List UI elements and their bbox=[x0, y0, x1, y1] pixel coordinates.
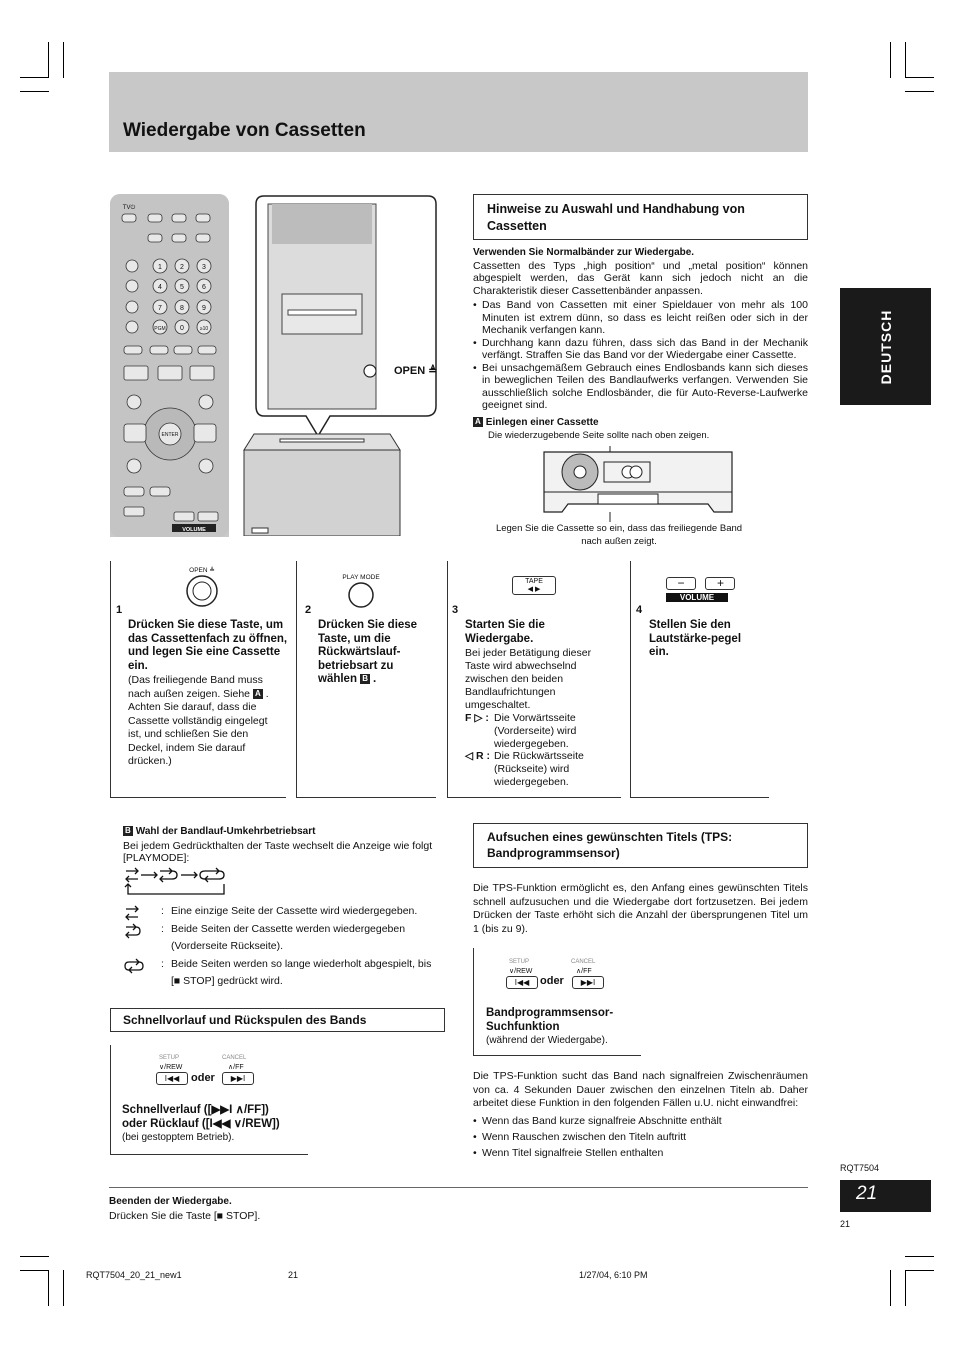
step-divider bbox=[110, 561, 111, 797]
oder-text: oder bbox=[191, 1072, 215, 1084]
reverse-desc: Bei jedem Gedrückthalten der Taste wechselt die Anzeige wie folgt [PLAYMODE]: bbox=[123, 839, 433, 864]
tps-title-box bbox=[473, 823, 808, 868]
cassette-top-caption: Die wiederzugebende Seite sollte nach oben zeigen. bbox=[488, 430, 710, 441]
page-title: Wiedergabe von Cassetten bbox=[123, 120, 366, 141]
reverse-text: Die Rückwärtsseite (Rückseite) wird wiedergegeben. bbox=[494, 750, 584, 788]
rewind-button[interactable]: I◀◀ bbox=[156, 1072, 188, 1085]
device-callout bbox=[248, 194, 444, 428]
svg-text:7: 7 bbox=[158, 305, 162, 312]
volume-buttons-icon bbox=[666, 574, 736, 602]
step-3-reverse bbox=[465, 750, 615, 789]
bottom-rule bbox=[109, 1187, 808, 1188]
crop-mark bbox=[63, 42, 64, 78]
hints-bullet: • Bei unsachgemäßem Gebrauch eines Endlosbands kann sich dieses in beweglichen Teilen des Bandlaufwerks verfangen. Verwenden Sie ausschließlich solche Endlosbänder, die für Auto-Reverse-Laufwerke geeignet sind. bbox=[473, 362, 808, 412]
ffrew-buttons bbox=[156, 1055, 276, 1089]
rew-label: ∨/REW bbox=[159, 1064, 183, 1071]
reverse-section bbox=[123, 826, 443, 865]
crop-mark bbox=[905, 42, 906, 78]
crop-mark bbox=[890, 1270, 891, 1306]
open-button-icon bbox=[182, 566, 222, 613]
language-tab bbox=[840, 288, 931, 405]
marker-b: B bbox=[125, 826, 131, 836]
crop-mark bbox=[890, 42, 891, 78]
page-number-big: 21 bbox=[856, 1183, 878, 1204]
svg-text:0: 0 bbox=[180, 325, 184, 332]
cancel-label: CANCEL bbox=[222, 1055, 247, 1061]
page-header bbox=[109, 72, 808, 152]
language-tab-label: DEUTSCH bbox=[877, 309, 894, 384]
tps-func-note: (während der Wiedergabe). bbox=[486, 1035, 608, 1046]
ff-label: ∧/FF bbox=[228, 1064, 244, 1071]
tps-para2: Die TPS-Funktion sucht das Band nach signalfreien Zwischenräumen von ca. 4 Sekunden Dauer zwischen den einzelnen Titeln ab. Daher arbeitet diese Funktion in den folgenden Fällen u.U. nicht einwandfrei: bbox=[473, 1070, 808, 1109]
reverse-item-text: Beide Seiten der Cassette werden wiedergegeben (Vorderseite Rückseite). bbox=[171, 922, 406, 952]
reverse-item-both-sides: : Beide Seiten der Cassette werden wiedergegeben (Vorderseite Rückseite). bbox=[123, 921, 443, 956]
step-underline bbox=[447, 797, 621, 798]
hints-title: Hinweise zu Auswahl und Handhabung von Cassetten bbox=[487, 202, 745, 233]
tps-bullet: • Wenn Titel signalfreie Stellen enthalten bbox=[473, 1145, 808, 1161]
tps-title: Aufsuchen eines gewünschten Titels (TPS: Bandprogrammsensor) bbox=[487, 830, 733, 860]
crop-mark bbox=[905, 77, 934, 78]
hints-para: Cassetten des Typs „high position“ und „metal position“ können abgespielt werden, das Gerät kann sich jedoch nicht an die Charakteristik dieser Cassettenbänder anpassen. bbox=[473, 259, 808, 297]
ffrew-line-1: Schnellverlauf ([▶▶I ∧/FF]) bbox=[122, 1104, 269, 1116]
step-3-title: Starten Sie die Wiedergabe. bbox=[465, 619, 545, 645]
svg-text:3: 3 bbox=[202, 264, 206, 271]
hints-lead: Verwenden Sie Normalbänder zur Wiedergabe. bbox=[473, 247, 695, 258]
footer-file: RQT7504_20_21_new1 bbox=[86, 1270, 182, 1280]
remote-control-drawing bbox=[110, 194, 229, 537]
step-2-button-label: PLAY MODE bbox=[342, 574, 380, 581]
step-4-title: Stellen Sie den Lautstärke-pegel ein. bbox=[649, 619, 742, 658]
hints-body bbox=[473, 247, 808, 429]
fast-forward-button[interactable]: ▶▶I bbox=[572, 976, 604, 989]
svg-text:ENTER: ENTER bbox=[161, 432, 179, 438]
step-1-number: 1 bbox=[116, 604, 123, 616]
step-1-title: Drücken Sie diese Taste, um das Cassettenfach zu öffnen, und legen Sie eine Cassette ein. bbox=[128, 619, 288, 672]
cassette-drawing bbox=[538, 446, 738, 522]
reverse-item-text: Beide Seiten werden so lange wiederholt abgespielt, bis [■ STOP] gedrückt wird. bbox=[171, 957, 432, 987]
step-3-forward bbox=[465, 712, 615, 751]
step-2-number: 2 bbox=[305, 604, 312, 616]
ffrew-title-box bbox=[110, 1008, 445, 1032]
step-3-number: 3 bbox=[452, 604, 459, 616]
stop-text: Drücken Sie die Taste [■ STOP]. bbox=[109, 1210, 261, 1222]
tps-bullet: • Wenn das Band kurze signalfreie Abschnitte enthält bbox=[473, 1113, 808, 1129]
ffrew-note: (bei gestopptem Betrieb). bbox=[122, 1132, 235, 1143]
step-4-number: 4 bbox=[636, 604, 643, 616]
step-divider bbox=[630, 561, 631, 797]
svg-text:PGM: PGM bbox=[154, 326, 166, 332]
step-underline bbox=[630, 797, 769, 798]
step-divider bbox=[296, 561, 297, 797]
stop-section bbox=[109, 1195, 409, 1224]
tps-bullets bbox=[473, 1113, 808, 1161]
device-callout-drawing bbox=[248, 194, 444, 444]
stop-title: Beenden der Wiedergabe. bbox=[109, 1196, 232, 1207]
crop-mark bbox=[20, 1270, 49, 1271]
crop-mark bbox=[20, 91, 49, 92]
hints-bullet: • Das Band von Cassetten mit einer Spieldauer von mehr als 100 Minuten ist extrem dünn, so dass es leicht reißen oder sich in der Mechanik verfangen kann. bbox=[473, 299, 808, 337]
crop-mark bbox=[905, 1256, 934, 1257]
cancel-label: CANCEL bbox=[571, 959, 596, 965]
setup-label: SETUP bbox=[509, 959, 530, 965]
footer-date: 1/27/04, 6:10 PM bbox=[579, 1270, 648, 1280]
page-number-box bbox=[840, 1180, 931, 1212]
step-1-button-label: OPEN ≜ bbox=[189, 567, 215, 574]
svg-text:5: 5 bbox=[180, 284, 184, 291]
step-1-note-end: . Achten Sie darauf, dass die Cassette vollständig eingelegt ist, und schließen Sie den Deckel, indem Sie darauf drücken.) bbox=[128, 687, 269, 767]
svg-text:≥10: ≥10 bbox=[199, 326, 209, 332]
step-2-title: Drücken Sie diese Taste, um die Rückwärtslauf-betriebsart zu wählen B . bbox=[318, 619, 418, 685]
reverse-item-one-way: : Eine einzige Seite der Cassette wird wiedergegeben. bbox=[123, 903, 443, 921]
device-body bbox=[240, 432, 404, 536]
svg-text:VOLUME: VOLUME bbox=[182, 527, 206, 533]
marker-b: B bbox=[362, 673, 368, 683]
setup-label: SETUP bbox=[159, 1055, 180, 1061]
crop-mark bbox=[905, 1270, 934, 1271]
ffrew-divider bbox=[110, 1045, 111, 1154]
svg-text:2: 2 bbox=[180, 264, 184, 271]
tps-buttons bbox=[506, 959, 626, 993]
ffrew-underline bbox=[110, 1154, 308, 1155]
volume-up-button: + bbox=[705, 577, 735, 590]
tps-intro: Die TPS-Funktion ermöglicht es, den Anfang eines gewünschten Titels schnell aufzusuchen und die Wiedergabe dort fortzusetzen. Bei jedem Drücken der Taste erhöht sich die Anzahl der übersprungenen Titel um 1 (bis zu 9). bbox=[473, 882, 808, 935]
forward-key: F ▷ : bbox=[465, 712, 489, 724]
forward-text: Die Vorwärtsseite (Vorderseite) wird wiedergegeben. bbox=[494, 712, 577, 750]
open-button-label: OPEN ≜ bbox=[394, 365, 438, 377]
step-underline bbox=[296, 797, 436, 798]
svg-text:9: 9 bbox=[202, 305, 206, 312]
cassette-illustration bbox=[538, 446, 738, 522]
marker-a: A bbox=[254, 688, 261, 698]
oder-text: oder bbox=[540, 975, 564, 987]
volume-down-button: − bbox=[666, 577, 696, 590]
tps-divider bbox=[473, 948, 474, 1055]
ffrew-desc bbox=[122, 1103, 312, 1144]
svg-text:4: 4 bbox=[158, 284, 162, 291]
ff-label: ∧/FF bbox=[576, 968, 592, 975]
crop-mark bbox=[63, 1270, 64, 1306]
reverse-sequence-icon bbox=[123, 866, 233, 900]
hints-bullet: • Durchhang kann dazu führen, dass sich das Band in der Mechanik verfängt. Straffen Sie das Band vor der Wiedergabe einer Cassette. bbox=[473, 337, 808, 362]
step-2-title-text: Drücken Sie diese Taste, um die Rückwärtslauf-betriebsart zu wählen bbox=[318, 619, 418, 685]
step-3-button-label: TAPE bbox=[525, 578, 543, 585]
crop-mark bbox=[20, 77, 49, 78]
page-number-small: 21 bbox=[840, 1219, 851, 1229]
fast-forward-button[interactable]: ▶▶I bbox=[222, 1072, 254, 1085]
doc-code: RQT7504 bbox=[840, 1163, 880, 1173]
crop-mark bbox=[905, 1270, 906, 1306]
crop-mark bbox=[48, 1270, 49, 1306]
step-1-note-start: (Das freiliegende Band muss nach außen zeigen. Siehe bbox=[128, 674, 263, 700]
step-3-button-sub: ◀ ▶ bbox=[527, 586, 541, 593]
reverse-item-text: Eine einzige Seite der Cassette wird wiedergegeben. bbox=[171, 905, 418, 917]
step-divider bbox=[447, 561, 448, 797]
crop-mark bbox=[48, 42, 49, 78]
tps-underline bbox=[473, 1055, 641, 1056]
step-3-desc: Bei jeder Betätigung dieser Taste wird abwechselnd zwischen den beiden Bandlaufrichtungen umgeschaltet. bbox=[465, 647, 592, 711]
remote-control-illustration bbox=[110, 194, 229, 537]
svg-text:TV⏻: TV⏻ bbox=[122, 205, 136, 211]
tps-func bbox=[486, 1006, 636, 1048]
footer-page: 21 bbox=[288, 1270, 299, 1280]
step-1-note bbox=[128, 674, 278, 769]
crop-mark bbox=[905, 91, 934, 92]
tape-button-icon bbox=[512, 576, 556, 595]
tps-func-title: Bandprogrammsensor-Suchfunktion bbox=[486, 1007, 614, 1033]
device-body-drawing bbox=[240, 432, 404, 536]
marker-a: A bbox=[475, 416, 481, 426]
svg-text:8: 8 bbox=[180, 305, 184, 312]
cassette-bottom-caption: Legen Sie die Cassette so ein, dass das freiliegende Band nach außen zeigt. bbox=[495, 523, 743, 547]
step-4-button-label: VOLUME bbox=[666, 593, 728, 602]
svg-text:6: 6 bbox=[202, 284, 206, 291]
reverse-items bbox=[123, 903, 443, 991]
reverse-key: ◁ R : bbox=[465, 750, 490, 762]
rewind-button[interactable]: I◀◀ bbox=[506, 976, 538, 989]
step-underline bbox=[110, 797, 286, 798]
svg-text:1: 1 bbox=[158, 264, 162, 271]
playmode-button-icon bbox=[335, 574, 387, 614]
ffrew-title: Schnellvorlauf und Rückspulen des Bands bbox=[123, 1013, 367, 1027]
rew-label: ∨/REW bbox=[509, 968, 533, 975]
reverse-title: Wahl der Bandlauf-Umkehrbetriebsart bbox=[135, 826, 316, 837]
hints-title-box bbox=[473, 194, 808, 240]
tps-bullet: • Wenn Rauschen zwischen den Titeln auftritt bbox=[473, 1129, 808, 1145]
reverse-item-repeat: : Beide Seiten werden so lange wiederholt abgespielt, bis [■ STOP] gedrückt wird. bbox=[123, 956, 443, 991]
hints-a-title: Einlegen einer Cassette bbox=[485, 416, 599, 428]
crop-mark bbox=[20, 1256, 49, 1257]
ffrew-line-2: oder Rücklauf ([I◀◀ ∨/REW]) bbox=[122, 1118, 280, 1130]
